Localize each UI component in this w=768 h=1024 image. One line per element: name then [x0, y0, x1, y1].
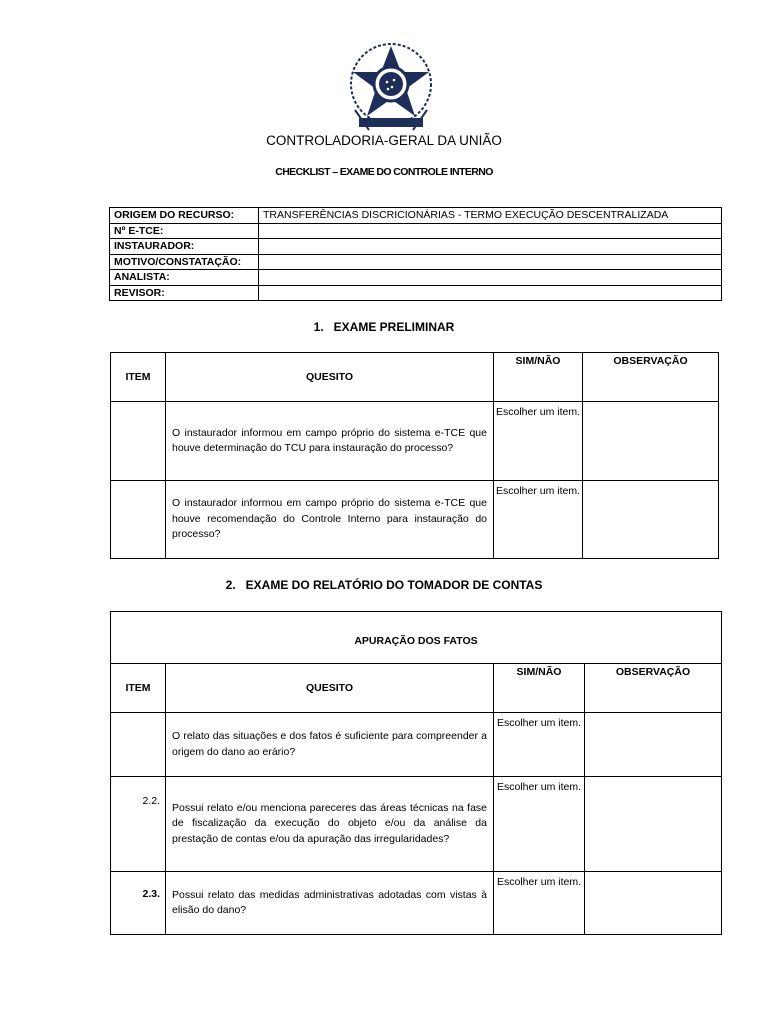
info-label: ANALISTA: — [110, 270, 259, 286]
info-label: Nº E-TCE: — [110, 223, 259, 239]
info-row-origem — [110, 208, 722, 224]
section-number: 2. — [225, 578, 236, 592]
info-row-analista — [110, 270, 722, 286]
table-row — [111, 402, 719, 481]
question-text: Possui relato das medidas administrativas adotadas com vistas à elisão do dano? — [166, 872, 494, 935]
header-item: ITEM — [111, 353, 166, 402]
info-value[interactable] — [259, 270, 722, 286]
info-label: REVISOR: — [110, 285, 259, 301]
info-label: INSTAURADOR: — [110, 239, 259, 255]
info-label: MOTIVO/CONSTATAÇÃO: — [110, 254, 259, 270]
organization-title: CONTROLADORIA-GERAL DA UNIÃO — [266, 133, 502, 148]
info-value[interactable]: TRANSFERÊNCIAS DISCRICIONÁRIAS - TERMO EXECUÇÃO DESCENTRALIZADA — [259, 208, 722, 224]
item-number — [111, 713, 166, 777]
header-observacao: OBSERVAÇÃO — [583, 353, 719, 402]
preliminary-exam-table — [110, 352, 719, 559]
info-row-motivo — [110, 254, 722, 270]
header-item: ITEM — [111, 664, 166, 713]
item-number: 2.3. — [111, 872, 166, 935]
table-row — [111, 872, 722, 935]
header-quesito: QUESITO — [166, 353, 494, 402]
apuracao-header: APURAÇÃO DOS FATOS — [111, 612, 722, 664]
choice-dropdown[interactable]: Escolher um item. — [494, 481, 583, 559]
section-1-heading — [0, 320, 768, 334]
header-sim-nao: SIM/NÃO — [494, 353, 583, 402]
choice-dropdown[interactable]: Escolher um item. — [494, 713, 585, 777]
info-row-revisor — [110, 285, 722, 301]
observation-cell[interactable] — [583, 481, 719, 559]
section-title: EXAME PRELIMINAR — [333, 320, 455, 334]
item-number — [111, 402, 166, 481]
section-2-heading — [0, 578, 768, 592]
document-subtitle: CHECKLIST – EXAME DO CONTROLE INTERNO — [275, 166, 493, 178]
question-text: O instaurador informou em campo próprio do sistema e-TCE que houve determinação do TCU para instauração do processo? — [166, 402, 494, 481]
info-table — [109, 207, 722, 301]
table-row — [111, 481, 719, 559]
info-value[interactable] — [259, 285, 722, 301]
info-row-etce — [110, 223, 722, 239]
header-observacao: OBSERVAÇÃO — [585, 664, 722, 713]
info-row-instaurador — [110, 239, 722, 255]
observation-cell[interactable] — [585, 713, 722, 777]
header-sim-nao: SIM/NÃO — [494, 664, 585, 713]
table-row — [111, 713, 722, 777]
question-text: O relato das situações e dos fatos é suficiente para compreender a origem do dano ao erário? — [166, 713, 494, 777]
section-number: 1. — [313, 320, 324, 334]
choice-dropdown[interactable]: Escolher um item. — [494, 777, 585, 872]
observation-cell[interactable] — [583, 402, 719, 481]
item-number — [111, 481, 166, 559]
item-number: 2.2. — [111, 777, 166, 872]
info-value[interactable] — [259, 239, 722, 255]
info-value[interactable] — [259, 254, 722, 270]
question-text: Possui relato e/ou menciona pareceres das áreas técnicas na fase de fiscalização da execução do objeto e/ou da análise da prestação de contas e/ou da apuração das irregularidades? — [166, 777, 494, 872]
question-text: O instaurador informou em campo próprio do sistema e-TCE que houve recomendação do Controle Interno para instauração do processo? — [166, 481, 494, 559]
choice-dropdown[interactable]: Escolher um item. — [494, 402, 583, 481]
observation-cell[interactable] — [585, 872, 722, 935]
choice-dropdown[interactable]: Escolher um item. — [494, 872, 585, 935]
info-value[interactable] — [259, 223, 722, 239]
observation-cell[interactable] — [585, 777, 722, 872]
section-title: EXAME DO RELATÓRIO DO TOMADOR DE CONTAS — [245, 578, 543, 592]
coat-of-arms-seal — [345, 42, 437, 136]
header-quesito: QUESITO — [166, 664, 494, 713]
table-row — [111, 777, 722, 872]
info-label: ORIGEM DO RECURSO: — [110, 208, 259, 224]
tomador-report-table — [110, 611, 722, 935]
